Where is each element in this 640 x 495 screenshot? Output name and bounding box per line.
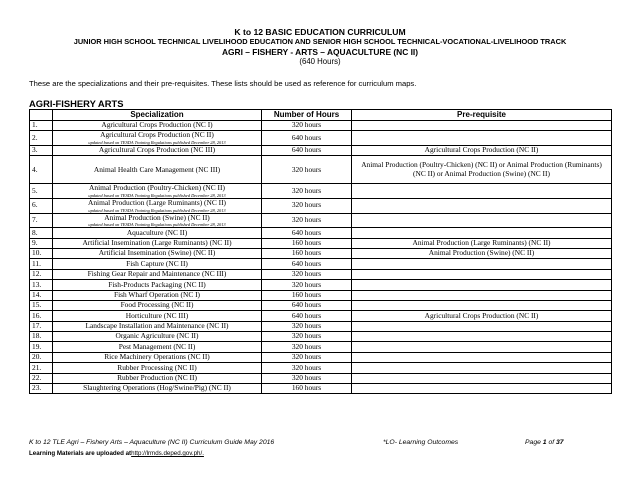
row-number: 6. [30, 198, 53, 213]
col-header-prerequisite: Pre-requisite [352, 110, 612, 121]
row-number: 22. [30, 373, 53, 383]
row-hours: 320 hours [262, 121, 352, 131]
footer-upload-note [29, 450, 204, 457]
row-number: 17. [30, 321, 53, 331]
table-row [30, 311, 612, 321]
row-hours: 160 hours [262, 290, 352, 300]
row-prerequisite: Animal Production (Poultry-Chicken) (NC II) or Animal Production (Ruminants) (NC II) or Animal Production (Swine) (NC II) [352, 156, 612, 184]
row-hours: 320 hours [262, 156, 352, 184]
row-specialization [53, 342, 262, 352]
col-header-number [30, 110, 53, 121]
table-row [30, 228, 612, 238]
row-prerequisite [352, 228, 612, 238]
row-prerequisite: Agricultural Crops Production (NC II) [352, 145, 612, 155]
table-header-row [30, 110, 612, 121]
specialization-name: Fish Wharf Operation (NC I) [113, 290, 201, 299]
row-specialization [53, 321, 262, 331]
specialization-name: Food Processing (NC II) [120, 300, 194, 310]
row-hours: 320 hours [262, 198, 352, 213]
specialization-name: Agricultural Crops Production (NC II) [100, 130, 214, 140]
intro-text: These are the specializations and their pre-requisites. These lists should be used as reference for curriculum maps. [29, 79, 417, 88]
row-number: 4. [30, 156, 53, 184]
row-specialization [53, 280, 262, 290]
specialization-name: Animal Production (Large Ruminants) (NC II) [87, 198, 226, 207]
row-prerequisite [352, 121, 612, 131]
specialization-name: Rice Machinery Operations (NC II) [104, 352, 210, 362]
tesda-update-note: updated based on TESDA Training Regulations published December 28, 2013 [88, 139, 226, 145]
row-hours: 160 hours [262, 238, 352, 248]
table-row [30, 321, 612, 331]
row-specialization [53, 184, 262, 199]
row-hours: 320 hours [262, 184, 352, 199]
document-header [0, 27, 640, 67]
hours-subtitle: (640 Hours) [299, 57, 341, 66]
row-specialization [53, 156, 262, 184]
row-hours: 640 hours [262, 300, 352, 310]
page-number: Page 1 of 37 [525, 439, 564, 446]
row-hours: 160 hours [262, 248, 352, 258]
row-hours: 320 hours [262, 269, 352, 279]
specialization-name: Animal Production (Poultry-Chicken) (NC II) [89, 183, 225, 193]
row-prerequisite: Animal Production (Large Ruminants) (NC II) [352, 238, 612, 248]
row-specialization [53, 300, 262, 310]
row-prerequisite [352, 259, 612, 269]
row-number: 13. [30, 280, 53, 290]
row-number: 14. [30, 290, 53, 300]
row-number: 11. [30, 259, 53, 269]
specialization-name: Fish-Products Packaging (NC II) [108, 279, 206, 289]
row-number: 19. [30, 342, 53, 352]
row-hours: 320 hours [262, 373, 352, 383]
row-specialization [53, 332, 262, 342]
row-hours: 320 hours [262, 332, 352, 342]
row-number: 9. [30, 238, 53, 248]
row-prerequisite: Agricultural Crops Production (NC II) [352, 311, 612, 321]
specialization-name: Fishing Gear Repair and Maintenance (NC III) [87, 269, 227, 279]
row-number: 10. [30, 248, 53, 258]
row-prerequisite [352, 332, 612, 342]
row-number: 18. [30, 332, 53, 342]
table-row [30, 121, 612, 131]
row-specialization [53, 198, 262, 213]
row-hours: 160 hours [262, 384, 352, 394]
curriculum-title: K to 12 BASIC EDUCATION CURRICULUM [234, 27, 406, 37]
table-row [30, 248, 612, 258]
tesda-update-note: updated based on TESDA Training Regulations published December 28, 2013 [88, 192, 226, 198]
row-prerequisite [352, 131, 612, 146]
row-hours: 320 hours [262, 280, 352, 290]
row-number: 5. [30, 184, 53, 199]
row-number: 8. [30, 228, 53, 238]
table-row [30, 373, 612, 383]
specialization-name: Slaughtering Operations (Hog/Swine/Pig) (NC II) [83, 383, 231, 393]
row-hours: 640 hours [262, 228, 352, 238]
row-prerequisite [352, 198, 612, 213]
table-row [30, 238, 612, 248]
specialization-name: Rubber Processing (NC II) [117, 362, 197, 372]
row-prerequisite [352, 373, 612, 383]
row-number: 2. [30, 131, 53, 146]
table-row [30, 290, 612, 300]
table-row [30, 280, 612, 290]
row-specialization [53, 131, 262, 146]
row-hours: 320 hours [262, 213, 352, 228]
specialization-name: Fish Capture (NC II) [126, 258, 188, 268]
specialization-name: Animal Production (Swine) (NC II) [104, 213, 210, 222]
table-row [30, 131, 612, 146]
table-row [30, 352, 612, 362]
row-number: 7. [30, 213, 53, 228]
row-number: 20. [30, 352, 53, 362]
row-hours: 320 hours [262, 363, 352, 373]
footer-guide-title: K to 12 TLE Agri – Fishery Arts – Aquaculture (NC II) Curriculum Guide May 2016 [29, 439, 275, 446]
specialization-name: Organic Agriculture (NC II) [115, 331, 199, 341]
row-specialization [53, 311, 262, 321]
table-row [30, 213, 612, 228]
row-prerequisite [352, 184, 612, 199]
table-row [30, 156, 612, 184]
specialization-name: Rubber Production (NC II) [117, 373, 197, 383]
specialization-name: Horticulture (NC III) [125, 310, 189, 320]
row-specialization [53, 290, 262, 300]
row-prerequisite: Animal Production (Swine) (NC II) [352, 248, 612, 258]
specialization-name: Aquaculture (NC II) [126, 227, 188, 237]
row-prerequisite [352, 290, 612, 300]
row-number: 16. [30, 311, 53, 321]
row-specialization [53, 228, 262, 238]
row-specialization [53, 352, 262, 362]
upload-prefix: Learning Materials are uploaded at [29, 450, 132, 457]
table-row [30, 198, 612, 213]
row-prerequisite [352, 321, 612, 331]
specialization-name: Artificial Insemination (Swine) (NC II) [98, 248, 216, 258]
specialization-title: AGRI – FISHERY - ARTS – AQUACULTURE (NC II) [221, 47, 419, 57]
row-specialization [53, 248, 262, 258]
row-hours: 640 hours [262, 145, 352, 155]
row-specialization [53, 384, 262, 394]
table-row [30, 259, 612, 269]
row-specialization [53, 238, 262, 248]
row-prerequisite [352, 352, 612, 362]
row-prerequisite [352, 269, 612, 279]
row-number: 23. [30, 384, 53, 394]
row-prerequisite [352, 384, 612, 394]
specialization-name: Animal Health Care Management (NC III) [93, 164, 221, 174]
row-prerequisite [352, 363, 612, 373]
specialization-name: Landscape Installation and Maintenance (NC II) [85, 321, 229, 331]
specialization-name: Artificial Insemination (Large Ruminants) (NC II) [82, 238, 232, 247]
tesda-update-note: updated based on TESDA Training Regulations published December 28, 2013 [88, 207, 226, 213]
row-number: 1. [30, 121, 53, 131]
table-row [30, 184, 612, 199]
row-number: 3. [30, 145, 53, 155]
row-hours: 640 hours [262, 311, 352, 321]
footer-lo-note: *LO- Learning Outcomes [383, 439, 459, 446]
row-specialization [53, 259, 262, 269]
row-prerequisite [352, 280, 612, 290]
row-specialization [53, 269, 262, 279]
row-number: 12. [30, 269, 53, 279]
specialization-name: Agricultural Crops Production (NC III) [98, 145, 216, 155]
row-number: 21. [30, 363, 53, 373]
col-header-specialization: Specialization [53, 110, 262, 121]
table-row [30, 342, 612, 352]
row-prerequisite [352, 342, 612, 352]
col-header-hours: Number of Hours [262, 110, 352, 121]
row-hours: 320 hours [262, 321, 352, 331]
table-row [30, 145, 612, 155]
specialization-table [29, 109, 612, 394]
row-hours: 640 hours [262, 259, 352, 269]
row-prerequisite [352, 213, 612, 228]
row-specialization [53, 145, 262, 155]
row-prerequisite [352, 300, 612, 310]
table-row [30, 332, 612, 342]
table-row [30, 269, 612, 279]
table-row [30, 300, 612, 310]
track-title: JUNIOR HIGH SCHOOL TECHNICAL LIVELIHOOD EDUCATION AND SENIOR HIGH SCHOOL TECHNICAL-VOCATIONAL-LIVELIHOOD TRACK [73, 37, 567, 46]
row-number: 15. [30, 300, 53, 310]
tesda-update-note: updated based on TESDA Training Regulations published December 28, 2013 [88, 222, 226, 228]
row-hours: 320 hours [262, 352, 352, 362]
row-hours: 640 hours [262, 131, 352, 146]
row-specialization [53, 121, 262, 131]
lrmds-link[interactable]: http://lrmds.deped.gov.ph/. [131, 450, 204, 457]
table-row [30, 363, 612, 373]
row-specialization [53, 213, 262, 228]
section-title: AGRI-FISHERY ARTS [29, 98, 124, 109]
row-hours: 320 hours [262, 342, 352, 352]
table-row [30, 384, 612, 394]
row-specialization [53, 363, 262, 373]
row-specialization [53, 373, 262, 383]
specialization-name: Agricultural Crops Production (NC I) [101, 120, 213, 130]
specialization-name: Pest Management (NC II) [118, 341, 196, 351]
